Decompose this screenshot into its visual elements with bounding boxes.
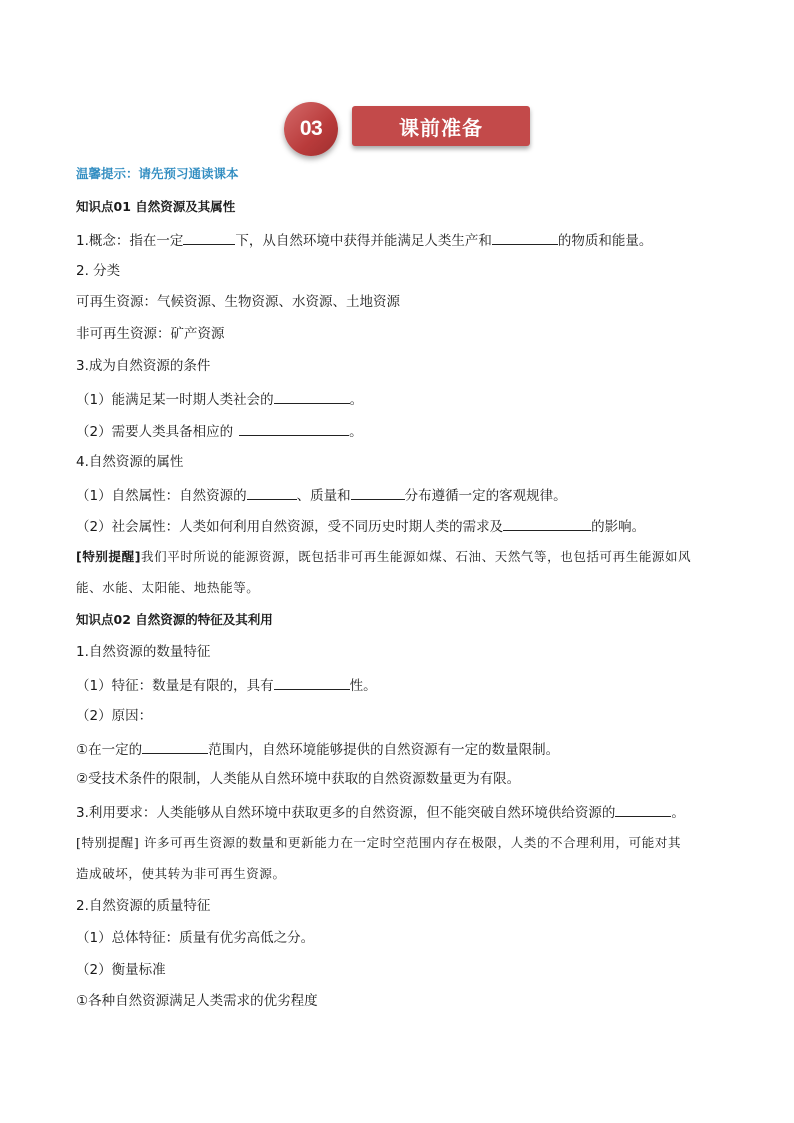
special-note-label: [特别提醒]: [76, 549, 142, 564]
fill-blank: [492, 230, 558, 245]
nonrenewable-line: 非可再生资源：矿产资源: [76, 326, 225, 342]
fill-blank: [615, 802, 671, 817]
section-number: 03: [299, 117, 323, 140]
quantity-heading: 1.自然资源的数量特征: [76, 644, 211, 660]
criterion-1: ①各种自然资源满足人类需求的优劣程度: [76, 993, 318, 1009]
preview-tip: 温馨提示：请先预习通读课本: [76, 166, 239, 181]
special-note-2: [特别提醒] 许多可再生资源的数量和更新能力在一定时空范围内存在极限，人类的不合理利用，可能对其: [76, 835, 682, 850]
quality-feature: （1）总体特征：质量有优劣高低之分。: [76, 930, 315, 946]
knowledge-point-2-title: 知识点02 自然资源的特征及其利用: [76, 612, 273, 627]
concept-line: 1.概念：指在一定 下，从自然环境中获得并能满足人类生产和 的物质和能量。: [76, 230, 652, 250]
fill-blank: [247, 485, 297, 500]
quality-criteria-heading: （2）衡量标准: [76, 962, 166, 978]
fill-blank: [503, 516, 591, 531]
knowledge-point-1-title: 知识点01 自然资源及其属性: [76, 199, 236, 214]
fill-blank: [274, 675, 350, 690]
section-title: 课前准备: [399, 115, 483, 140]
special-note-1: [特别提醒]我们平时所说的能源资源，既包括非可再生能源如煤、石油、天然气等，也包括可再生能源如风: [76, 549, 692, 564]
classify-heading: 2. 分类: [76, 263, 121, 279]
attribute-2: （2）社会属性：人类如何利用自然资源，受不同历史时期人类的需求及 的影响。: [76, 516, 645, 536]
condition-2: （2）需要人类具备相应的 。: [76, 421, 363, 441]
quality-heading: 2.自然资源的质量特征: [76, 898, 211, 914]
special-note-1-cont: 能、水能、太阳能、地热能等。: [76, 580, 260, 595]
renewable-line: 可再生资源：气候资源、生物资源、水资源、土地资源: [76, 294, 400, 310]
fill-blank: [239, 421, 349, 436]
special-note-2-cont: 造成破坏，使其转为非可再生资源。: [76, 866, 286, 881]
fill-blank: [351, 485, 405, 500]
usage-requirement: 3.利用要求：人类能够从自然环境中获取更多的自然资源，但不能突破自然环境供给资源的 。: [76, 802, 685, 822]
fill-blank: [274, 389, 350, 404]
section-banner: [0, 100, 794, 162]
section-title-ribbon: [352, 106, 530, 146]
quantity-feature: （1）特征：数量是有限的，具有 性。: [76, 675, 377, 695]
condition-1: （1）能满足某一时期人类社会的 。: [76, 389, 363, 409]
quantity-reason-heading: （2）原因：: [76, 708, 153, 724]
reason-1: ①在一定的 范围内，自然环境能够提供的自然资源有一定的数量限制。: [76, 739, 559, 759]
special-note-label: [特别提醒]: [76, 835, 140, 850]
attributes-heading: 4.自然资源的属性: [76, 454, 184, 470]
fill-blank: [142, 739, 208, 754]
conditions-heading: 3.成为自然资源的条件: [76, 358, 211, 374]
reason-2: ②受技术条件的限制，人类能从自然环境中获取的自然资源数量更为有限。: [76, 771, 521, 787]
section-number-badge: [284, 102, 338, 156]
attribute-1: （1）自然属性：自然资源的 、质量和 分布遵循一定的客观规律。: [76, 485, 567, 505]
fill-blank: [183, 230, 235, 245]
